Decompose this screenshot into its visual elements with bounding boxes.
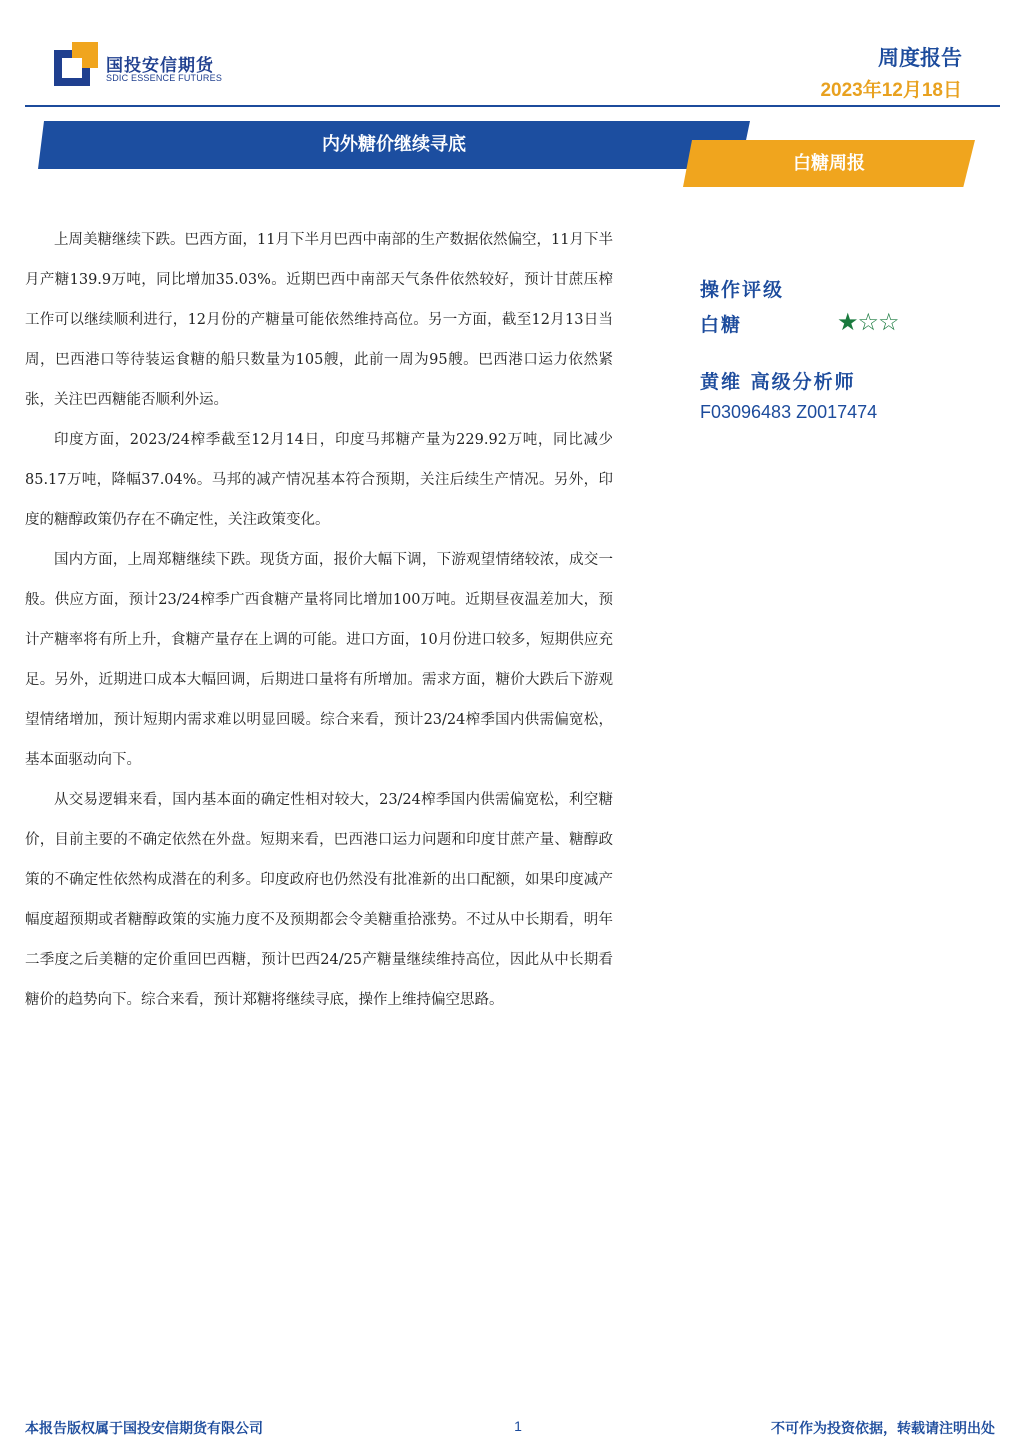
report-category: 白糖周报 <box>793 153 865 174</box>
logo-name-en: SDIC ESSENCE FUTURES <box>106 73 223 83</box>
footer-copyright: 本报告版权属于国投安信期货有限公司 <box>25 1421 263 1437</box>
paragraph-international: 上周美糖继续下跌。巴西方面，11月下半月巴西中南部的生产数据依然偏空，11月下半月产糖139.9万吨，同比增加35.03%。近期巴西中南部天气条件依然较好，预计甘蔗压榨工作可以继续顺利进行，12月份的产糖量可能依然维持高位。另一方面，截至12月13日当周，巴西港口等待装运食糖的船只数量为105艘，此前一周为95艘。巴西港口运力依然紧张，关注巴西糖能否顺利外运。 <box>25 232 613 408</box>
company-logo <box>54 42 254 86</box>
star-rating-icon: ★☆☆ <box>837 308 899 336</box>
logo-name-cn: 国投安信期货 <box>106 56 214 76</box>
paragraph-domestic: 国内方面，上周郑糖继续下跌。现货方面，报价大幅下调，下游观望情绪较浓，成交一般。供应方面，预计23/24榨季广西食糖产量将同比增加100万吨。近期昼夜温差加大，预计产糖率将有所上升，食糖产量存在上调的可能。进口方面，10月份进口较多，短期供应充足。另外，近期进口成本大幅回调，后期进口量将有所增加。需求方面，糖价大跌后下游观望情绪增加，预计短期内需求难以明显回暖。综合来看，预计23/24榨季国内供需偏宽松，基本面驱动向下。 <box>25 552 613 768</box>
report-date: 2023年12月18日 <box>820 80 962 101</box>
report-type: 周度报告 <box>878 46 962 70</box>
page-number: 1 <box>514 1418 522 1434</box>
report-title: 内外糖价继续寻底 <box>322 134 466 155</box>
analyst-license-ids: F03096483 Z0017474 <box>700 402 878 422</box>
paragraph-india: 印度方面，2023/24榨季截至12月14日，印度马邦糖产量为229.92万吨，同比减少85.17万吨，降幅37.04%。马邦的减产情况基本符合预期，关注后续生产情况。另外，印度的糖醇政策仍存在不确定性，关注政策变化。 <box>25 432 613 528</box>
header-divider <box>25 105 1000 107</box>
logo-mark-icon <box>54 42 98 86</box>
rating-commodity: 白糖 <box>700 314 743 336</box>
analyst-name: 黄维 高级分析师 <box>700 371 856 393</box>
footer-disclaimer: 不可作为投资依据，转载请注明出处 <box>771 1421 995 1437</box>
paragraph-trading-logic: 从交易逻辑来看，国内基本面的确定性相对较大，23/24榨季国内供需偏宽松，利空糖价，目前主要的不确定依然在外盘。短期来看，巴西港口运力问题和印度甘蔗产量、糖醇政策的不确定性依然构成潜在的利多。印度政府也仍然没有批准新的出口配额，如果印度减产幅度超预期或者糖醇政策的实施力度不及预期都会令美糖重拾涨势。不过从中长期看，明年二季度之后美糖的定价重回巴西糖，预计巴西24/25产糖量继续维持高位，因此从中长期看糖价的趋势向下。综合来看，预计郑糖将继续寻底，操作上维持偏空思路。 <box>25 792 613 1008</box>
rating-label: 操作评级 <box>700 279 785 301</box>
report-body <box>25 220 613 1020</box>
